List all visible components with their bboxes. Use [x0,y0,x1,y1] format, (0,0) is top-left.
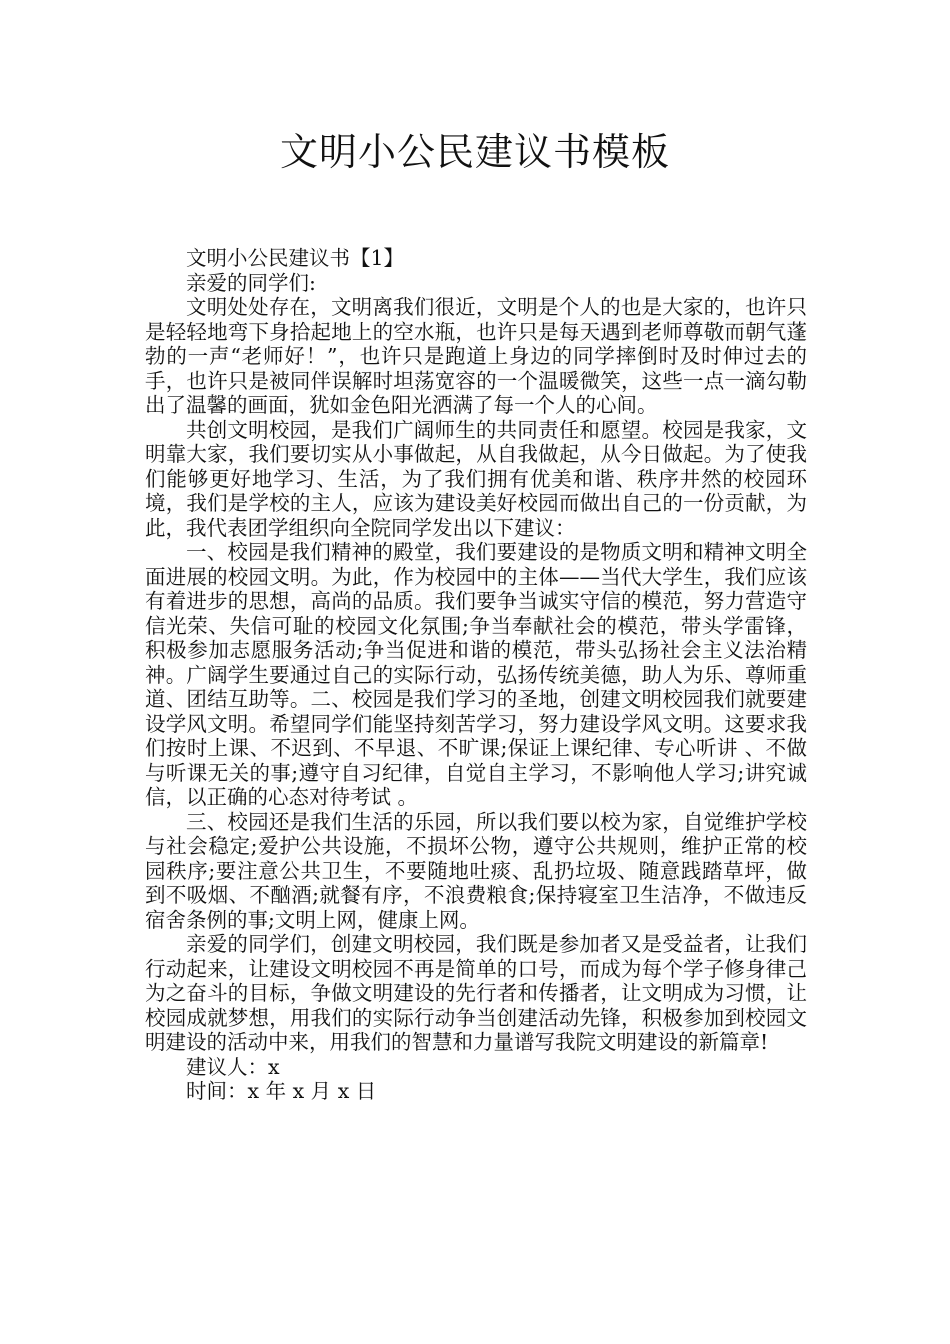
paragraph-intro: 文明处处存在，文明离我们很近，文明是个人的也是大家的，也许只是轻轻地弯下身拾起地上的空水瓶，也许只是每天遇到老师尊敬而朝气蓬勃的一声“老师好！”，也许只是跑道上身边的同学摔倒时及时伸过去的手，也许只是被同伴误解时坦荡宽容的一个温暖微笑，这些一点一滴勾勒出了温馨的画面，犹如金色阳光洒满了每一个人的心间。 [145,295,807,417]
paragraph-closing: 亲爱的同学们，创建文明校园，我们既是参加者又是受益者，让我们行动起来，让建设文明校园不再是简单的口号，而成为每个学子修身律己为之奋斗的目标，争做文明建设的先行者和传播者，让文明成为习惯，让校园成就梦想，用我们的实际行动争当创建活动先锋，积极参加到校园文明建设的活动中来，用我们的智慧和力量谱写我院文明建设的新篇章! [145,932,807,1054]
document-title: 文明小公民建议书模板 [279,130,670,174]
salutation: 亲爱的同学们: [186,270,316,295]
document-body [145,246,807,1104]
paragraph-point-three: 三、校园还是我们生活的乐园，所以我们要以校为家，自觉维护学校与社会稳定;爱护公共设施，不损坏公物，遵守公共规则，维护正常的校园秩序;要注意公共卫生，不要随地吐痰、乱扔垃圾、随意践踏草坪，做到不吸烟、不酗酒;就餐有序，不浪费粮食;保持寝室卫生洁净，不做违反宿舍条例的事;文明上网，健康上网。 [145,809,807,932]
paragraph-point-one-two: 一、校园是我们精神的殿堂，我们要建设的是物质文明和精神文明全面进展的校园文明。为此，作为校园中的主体——当代大学生，我们应该有着进步的思想，高尚的品质。我们要争当诚实守信的模范，努力营造守信光荣、失信可耻的校园文化氛围;争当奉献社会的模范，带头学雷锋，积极参加志愿服务活动;争当促进和谐的模范，带头弘扬社会主义法治精神。广阔学生要通过自己的实际行动，弘扬传统美德，助人为乐、尊师重道、团结互助等。二、校园是我们学习的圣地，创建文明校园我们就要建设学风文明。希望同学们能坚持刻苦学习，努力建设学风文明。这要求我们按时上课、不迟到、不早退、不旷课;保证上课纪律、专心听讲 、不做与听课无关的事;遵守自习纪律，自觉自主学习，不影响他人学习;讲究诚信，以正确的心态对待考试 。 [145,540,807,809]
signer-line: 建议人：x [186,1054,280,1079]
section-subtitle: 文明小公民建议书【1】 [186,246,405,270]
paragraph-call: 共创文明校园，是我们广阔师生的共同责任和愿望。校园是我家，文明靠大家，我们要切实从小事做起，从自我做起，从今日做起。为了使我们能够更好地学习、生活，为了我们拥有优美和谐、秩序井然的校园环境，我们是学校的主人，应该为建设美好校园而做出自己的一份贡献，为此，我代表团学组织向全院同学发出以下建议： [145,417,807,540]
date-line: 时间：x 年 x 月 x 日 [186,1079,377,1103]
